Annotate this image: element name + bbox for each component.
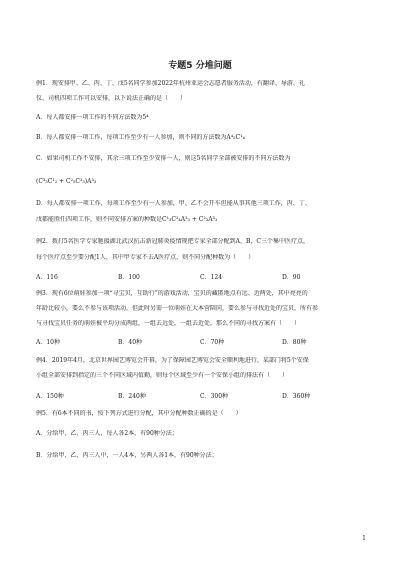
text-line: A．每人都安排一项工作的不同方法数为5⁴ [36,114,149,121]
text-line: A．分给甲、乙、丙三人，每人各2本，有90种分法； [36,430,178,437]
text-line: C．如果司机工作不安排，其余三项工作至少安排一人，则这5名同学全部被安排的不同方法数为 [36,155,291,162]
option-item: B．100 [118,274,140,281]
text-line: D．每人都安排一项工作，每项工作至少有一人参加，甲、乙不会开车但能从事其他三项工作，丙、丁、 [36,200,311,207]
option-item: B．240种 [118,393,146,400]
text-line: 年龄比较小，要么不参与该项活动，但此时另需一位萌娃在大本营陪同，要么参与寻找近处的宝贝，所有参 [36,305,319,312]
option-item: A．116 [36,274,58,281]
option-item: C．300种 [200,393,229,400]
text-line: 例5．有6本不同的书，按下列方式进行分配，其中分配种数正确的是（ ） [36,410,242,417]
option-item: D．360种 [282,393,311,400]
text-line: 戊都能胜任四项工作，则不同安排方案的种数是C¹₃C²₄A³₃ + C²₃A³₃ [36,216,218,223]
text-line: 仪、司机四项工作可以安排，以下说法正确的是（ ） [36,95,187,102]
option-item: D．80种 [282,339,307,346]
text-line: B．每人都安排一项工作，每项工作至少有一人参加，则不同的方法数为A⁴₅C¹₄ [36,134,245,141]
text-line: 例1．现安排甲、乙、丙、丁、戊5名同学参加2022年杭州亚运会志愿者服务活动，有翻译、导游、礼 [36,80,305,87]
page-number: 1 [362,535,366,542]
option-item: A．10种 [36,339,60,346]
option-item: C．124 [200,274,223,281]
text-line: (C³₅C¹₂ + C²₅C²₃)A³₃ [36,178,97,185]
option-item: A．150种 [36,393,64,400]
option-item: C．70种 [200,339,225,346]
text-line: 例3．现有6位萌娃参加一项“寻宝贝，互助行”的游戏活动，宝贝的藏匿地点有远、近两处，其中亮亮的 [36,290,308,297]
text-line: 例2．拨打5名医学专家驰援湖北武汉抗击新冠肺炎疫情现把专家全部分配到A，B，C三个集中医疗点， [36,238,309,245]
text-line: 小组全部安排到指定的三个不同区域内值勤，则每个区域至少有一个安保小组的排法有（ ） [36,372,289,379]
text-line: 每个医疗点至少要分配1人，其中甲专家不去A医疗点，则不同分配种数为（ ） [36,254,255,261]
text-line: 与寻找宝贝任务的萌娃被平均分成两组，一组去远处，一组去近处，那么不同的寻找方案有（ ） [36,320,301,327]
text-line: 例4．2019年4月，北京世界园艺博览会开幕，为了保障园艺博览会安全顺利地进行，某部门将5个安保 [36,357,309,364]
page-title: 专题5 分堆问题 [168,61,232,71]
option-item: D．90 [282,274,301,281]
option-item: B．40种 [118,339,143,346]
text-line: B．分给甲、乙、丙三人中，一人4本，另两人各1本，有90种分法； [36,452,218,459]
